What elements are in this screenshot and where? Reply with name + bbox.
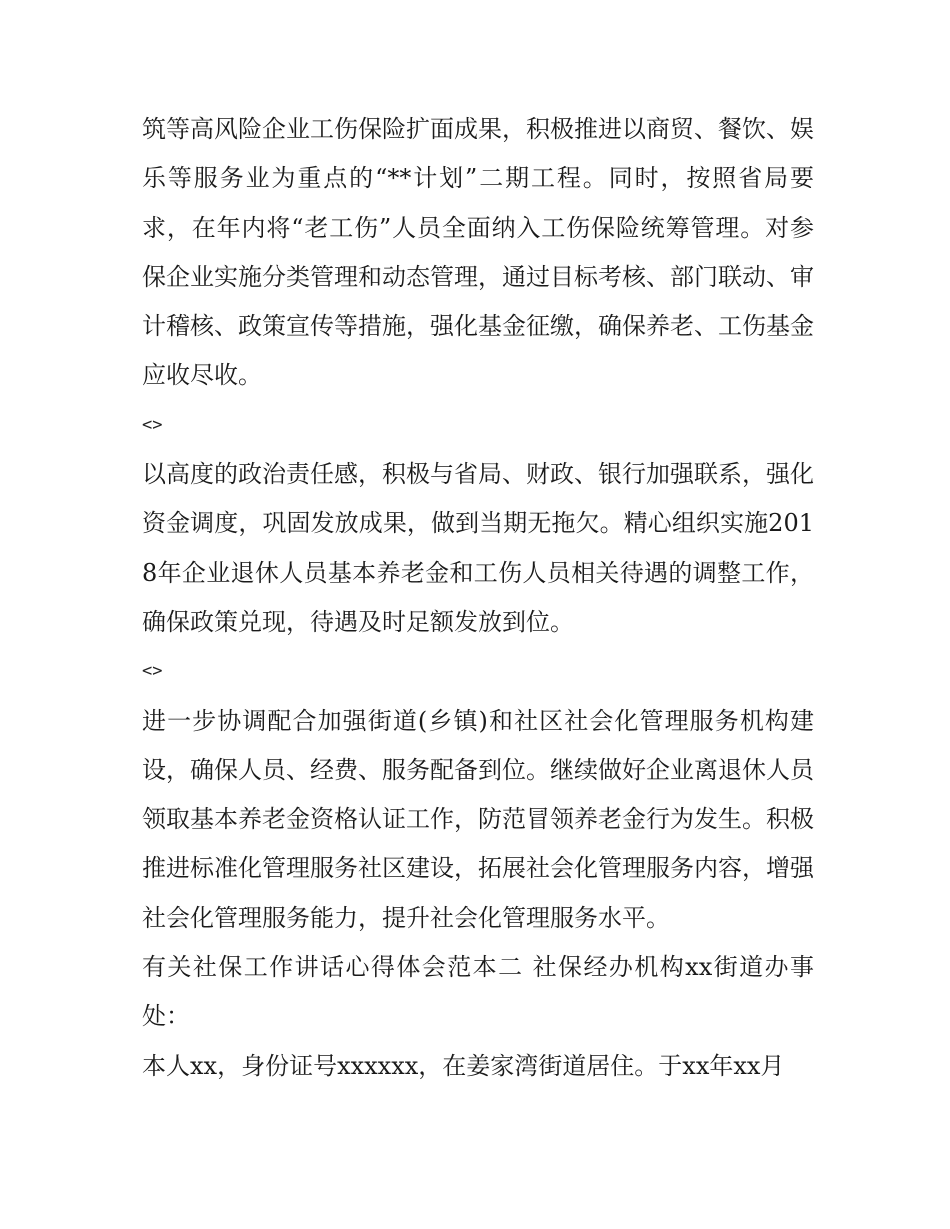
paragraph-fund-dispatch: 以高度的政治责任感，积极与省局、财政、银行加强联系，强化资金调度，巩固发放成果，做到当期无拖欠。精心组织实施2018年企业退休人员基本养老金和工伤人员相关待遇的调整工作，确保政策兑现，待遇及时足额发放到位。 — [142, 460, 814, 636]
paragraph-template-heading: 有关社保工作讲话心得体会范本二 社保经办机构xx街道办事处： — [142, 953, 814, 1031]
section-separator: <> — [142, 414, 163, 435]
paragraph-social-management: 进一步协调配合加强街道(乡镇)和社区社会化管理服务机构建设，确保人员、经费、服务配备到位。继续做好企业离退休人员领取基本养老金资格认证工作，防范冒领养老金行为发生。积极推进标准化管理服务社区建设，拓展社会化管理服务内容，增强社会化管理服务能力，提升社会化管理服务水平。 — [142, 706, 814, 932]
paragraph-insurance-expansion: 筑等高风险企业工伤保险扩面成果，积极推进以商贸、餐饮、娱乐等服务业为重点的“**计划”二期工程。同时，按照省局要求，在年内将“老工伤”人员全面纳入工伤保险统筹管理。对参保企业实施分类管理和动态管理，通过目标考核、部门联动、审计稽核、政策宣传等措施，强化基金征缴，确保养老、工伤基金应收尽收。 — [142, 115, 814, 390]
section-separator: <> — [142, 661, 163, 682]
paragraph-personal-statement: 本人xx，身份证号xxxxxx，在姜家湾街道居住。于xx年xx月 — [142, 1051, 785, 1080]
document-body — [142, 105, 814, 1091]
